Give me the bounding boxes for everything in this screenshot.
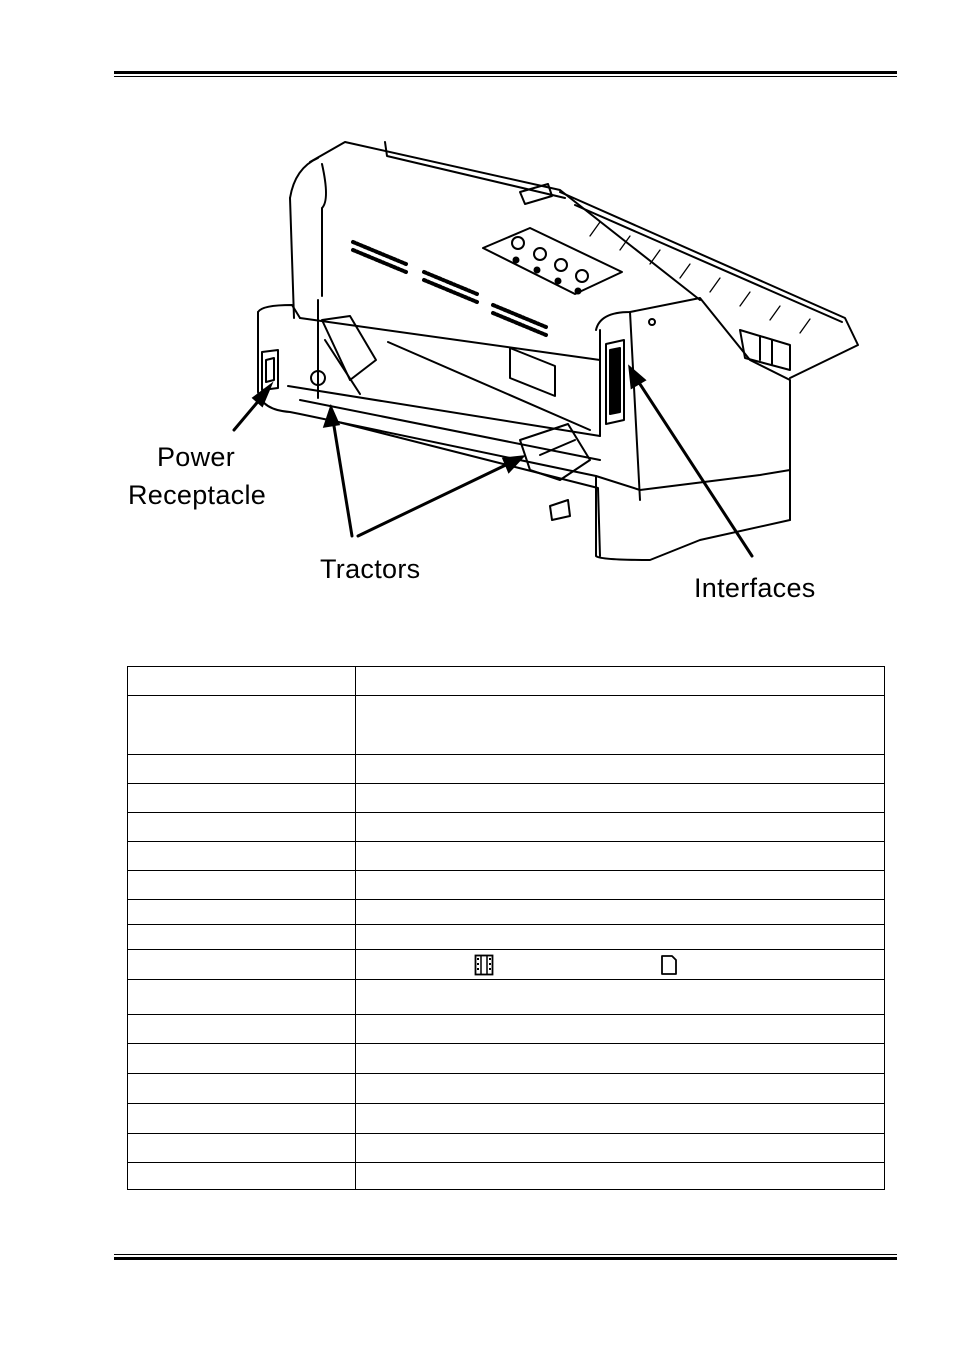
callout-power: Power (157, 442, 236, 472)
row-label (128, 755, 356, 784)
row-value (356, 667, 885, 696)
table-row (128, 871, 885, 900)
table-row (128, 980, 885, 1015)
table-row (128, 813, 885, 842)
callout-receptacle: Receptacle (128, 480, 267, 510)
row-label (128, 1015, 356, 1044)
row-value (356, 925, 885, 950)
row-value (356, 1015, 885, 1044)
row-label (128, 842, 356, 871)
row-label (128, 1074, 356, 1104)
row-value-with-icons (356, 950, 885, 980)
row-label (128, 1134, 356, 1163)
row-value (356, 1074, 885, 1104)
row-label (128, 1104, 356, 1134)
row-label (128, 980, 356, 1015)
table-row (128, 1163, 885, 1190)
row-label (128, 696, 356, 755)
table-row (128, 1074, 885, 1104)
table-row (128, 755, 885, 784)
table-row (128, 667, 885, 696)
table-row (128, 900, 885, 925)
single-sheet-icon (660, 954, 678, 976)
table-row (128, 950, 885, 980)
row-value (356, 842, 885, 871)
row-value (356, 1044, 885, 1074)
row-value (356, 755, 885, 784)
row-label (128, 1163, 356, 1190)
row-value (356, 1134, 885, 1163)
table-row (128, 925, 885, 950)
row-value (356, 980, 885, 1015)
specification-table (127, 666, 885, 1190)
table-row (128, 696, 885, 755)
row-label (128, 950, 356, 980)
row-label (128, 900, 356, 925)
callout-tractors: Tractors (320, 554, 421, 584)
row-label (128, 784, 356, 813)
row-value (356, 696, 885, 755)
row-value (356, 813, 885, 842)
row-value (356, 1163, 885, 1190)
printer-illustration (0, 0, 954, 640)
row-value (356, 900, 885, 925)
table-row (128, 1134, 885, 1163)
row-label (128, 813, 356, 842)
row-label (128, 1044, 356, 1074)
table-row (128, 1044, 885, 1074)
row-value (356, 871, 885, 900)
table-row (128, 1104, 885, 1134)
row-label (128, 667, 356, 696)
row-label (128, 871, 356, 900)
row-value (356, 1104, 885, 1134)
row-label (128, 925, 356, 950)
row-value (356, 784, 885, 813)
tractor-paper-icon (474, 954, 494, 976)
callout-interfaces: Interfaces (694, 573, 816, 603)
table-row (128, 842, 885, 871)
footer-rule (114, 1254, 897, 1260)
table-row (128, 1015, 885, 1044)
table-row (128, 784, 885, 813)
